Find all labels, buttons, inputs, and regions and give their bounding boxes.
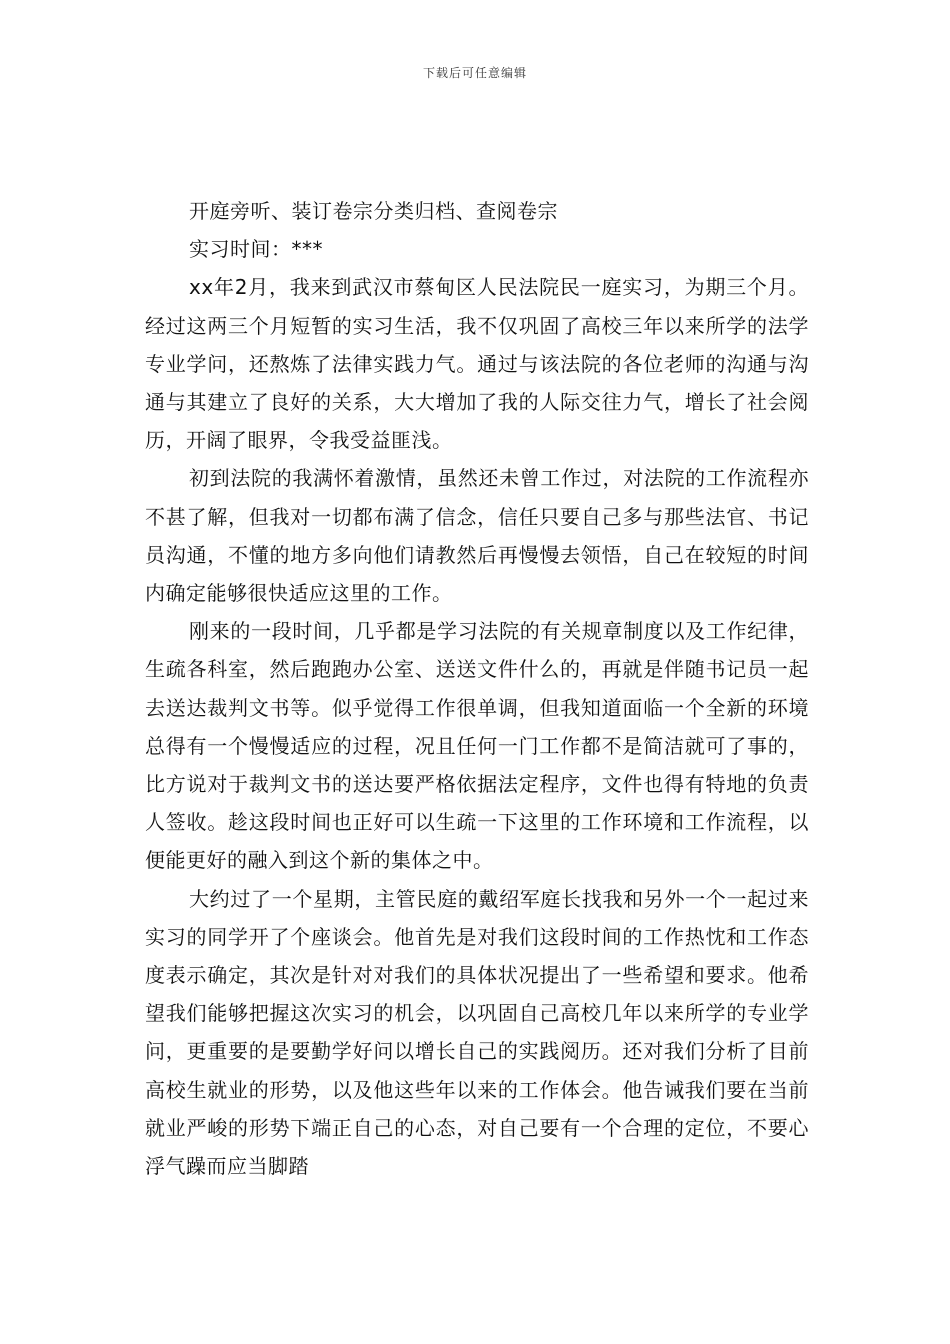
paragraph-first-period: 刚来的一段时间，几乎都是学习法院的有关规章制度以及工作纪律，生疏各科室，然后跑跑办公室、送送文件什么的，再就是伴随书记员一起去送达裁判文书等。似乎觉得工作很单调，但我知道面临一个全新的环境总得有一个慢慢适应的过程，况且任何一门工作都不是简洁就可了事的，比方说对于裁判文书的送达要严格依据法定程序，文件也得有特地的负责人签收。趁这段时间也正好可以生疏一下这里的工作环境和工作流程，以便能更好的融入到这个新的集体之中。	[145, 619, 809, 873]
paragraph-arrival: 初到法院的我满怀着激情，虽然还未曾工作过，对法院的工作流程亦不甚了解，但我对一切都布满了信念，信任只要自己多与那些法官、书记员沟通，不懂的地方多向他们请教然后再慢慢去领悟，自己在较短的时间内确定能够很快适应这里的工作。	[145, 466, 809, 606]
paragraph-meeting: 大约过了一个星期，主管民庭的戴绍军庭长找我和另外一个一起过来实习的同学开了个座谈会。他首先是对我们这段时间的工作热忱和工作态度表示确定，其次是针对对我们的具体状况提出了一些希望和要求。他希望我们能够把握这次实习的机会，以巩固自己高校几年以来所学的专业学问，更重要的是要勤学好问以增长自己的实践阅历。还对我们分析了目前高校生就业的形势，以及他这些年以来的工作体会。他告诫我们要在当前就业严峻的形势下端正自己的心态，对自己要有一个合理的定位，不要心浮气躁而应当脚踏	[145, 886, 809, 1179]
paragraph-topic: 开庭旁听、装订卷宗分类归档、查阅卷宗	[189, 199, 558, 223]
paragraph-intro: xx年2月，我来到武汉市蔡甸区人民法院民一庭实习，为期三个月。经过这两三个月短暂的实习生活，我不仅巩固了高校三年以来所学的法学专业学问，还熬炼了法律实践力气。通过与该法院的各位老师的沟通与沟通与其建立了良好的关系，大大增加了我的人际交往力气，增长了社会阅历，开阔了眼界，令我受益匪浅。	[145, 275, 809, 453]
document-body	[145, 192, 809, 1185]
paragraph-internship-time: 实习时间：***	[189, 237, 323, 262]
header-note: 下载后可任意编辑	[422, 66, 527, 80]
